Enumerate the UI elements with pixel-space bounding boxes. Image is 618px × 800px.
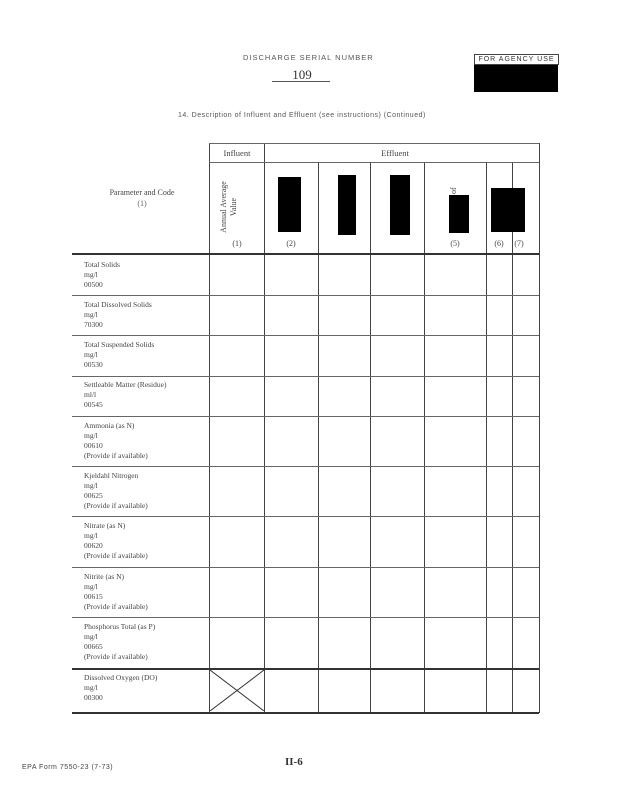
row-label-nitrite: Nitrite (as N) mg/l 00615 (Provide if available) xyxy=(84,572,148,611)
header-top-line xyxy=(209,143,539,144)
header-sub-line xyxy=(209,162,539,163)
row-label-ammonia: Ammonia (as N) mg/l 00610 (Provide if available) xyxy=(84,421,148,460)
col-number-6: (6) xyxy=(494,239,504,248)
serial-number-label: DISCHARGE SERIAL NUMBER xyxy=(243,53,374,62)
col-number-7: (7) xyxy=(514,239,524,248)
row-label-total-solids: Total Solids mg/l 00500 xyxy=(84,260,120,289)
agency-use-redaction xyxy=(474,65,558,92)
col-divider xyxy=(209,143,210,713)
serial-number-value: 109 xyxy=(292,67,312,82)
agency-use-label: FOR AGENCY USE xyxy=(474,54,559,65)
parameter-code-number: (1) xyxy=(137,199,147,208)
row-label-dissolved-oxygen: Dissolved Oxygen (DO) mg/l 00300 xyxy=(84,673,158,702)
row-divider xyxy=(72,466,539,467)
col-number-5: (5) xyxy=(450,239,460,248)
row-divider xyxy=(72,516,539,517)
row-divider xyxy=(72,617,539,618)
row-divider xyxy=(72,567,539,568)
row-label-settleable-matter: Settleable Matter (Residue) ml/l 00545 xyxy=(84,380,167,409)
col-number-2: (2) xyxy=(286,239,296,248)
header-bottom-line xyxy=(72,253,539,255)
row-label-total-suspended-solids: Total Suspended Solids mg/l 00530 xyxy=(84,340,155,369)
not-applicable-cross-icon xyxy=(210,670,264,711)
row-label-kjeldahl-nitrogen: Kjeldahl Nitrogen mg/l 00625 (Provide if available) xyxy=(84,471,148,510)
col-divider xyxy=(370,162,371,713)
effluent-col5-partial-label: of xyxy=(449,187,458,194)
col-number-1: (1) xyxy=(232,239,242,248)
table-bottom-line xyxy=(72,712,539,714)
redacted-header-3 xyxy=(338,175,356,235)
col-divider xyxy=(424,162,425,713)
redacted-header-6 xyxy=(491,188,525,232)
row-label-total-dissolved-solids: Total Dissolved Solids mg/l 70300 xyxy=(84,300,152,329)
row-divider xyxy=(72,668,539,670)
row-divider xyxy=(72,335,539,336)
parameter-code-header: Parameter and Code xyxy=(109,188,175,197)
row-label-nitrate: Nitrate (as N) mg/l 00620 (Provide if available) xyxy=(84,521,148,560)
effluent-header: Effluent xyxy=(381,148,409,158)
col-divider xyxy=(318,162,319,713)
page-number: II-6 xyxy=(285,756,303,768)
redacted-header-4 xyxy=(390,175,410,235)
col-divider xyxy=(486,162,487,713)
redacted-header-5 xyxy=(449,195,469,233)
row-divider xyxy=(72,376,539,377)
row-label-phosphorus-total: Phosphorus Total (as P) mg/l 00665 (Provide if available) xyxy=(84,622,156,661)
col-divider xyxy=(264,143,265,713)
row-divider xyxy=(72,295,539,296)
influent-header: Influent xyxy=(223,148,251,158)
serial-underline xyxy=(272,81,330,82)
section-title: 14. Description of Influent and Effluent (see instructions) (Continued) xyxy=(178,112,426,119)
row-divider xyxy=(72,416,539,417)
annual-average-value-label: Annual Average Value xyxy=(219,181,238,233)
form-identifier: EPA Form 7550-23 (7-73) xyxy=(22,764,114,771)
redacted-header-2 xyxy=(278,177,301,232)
